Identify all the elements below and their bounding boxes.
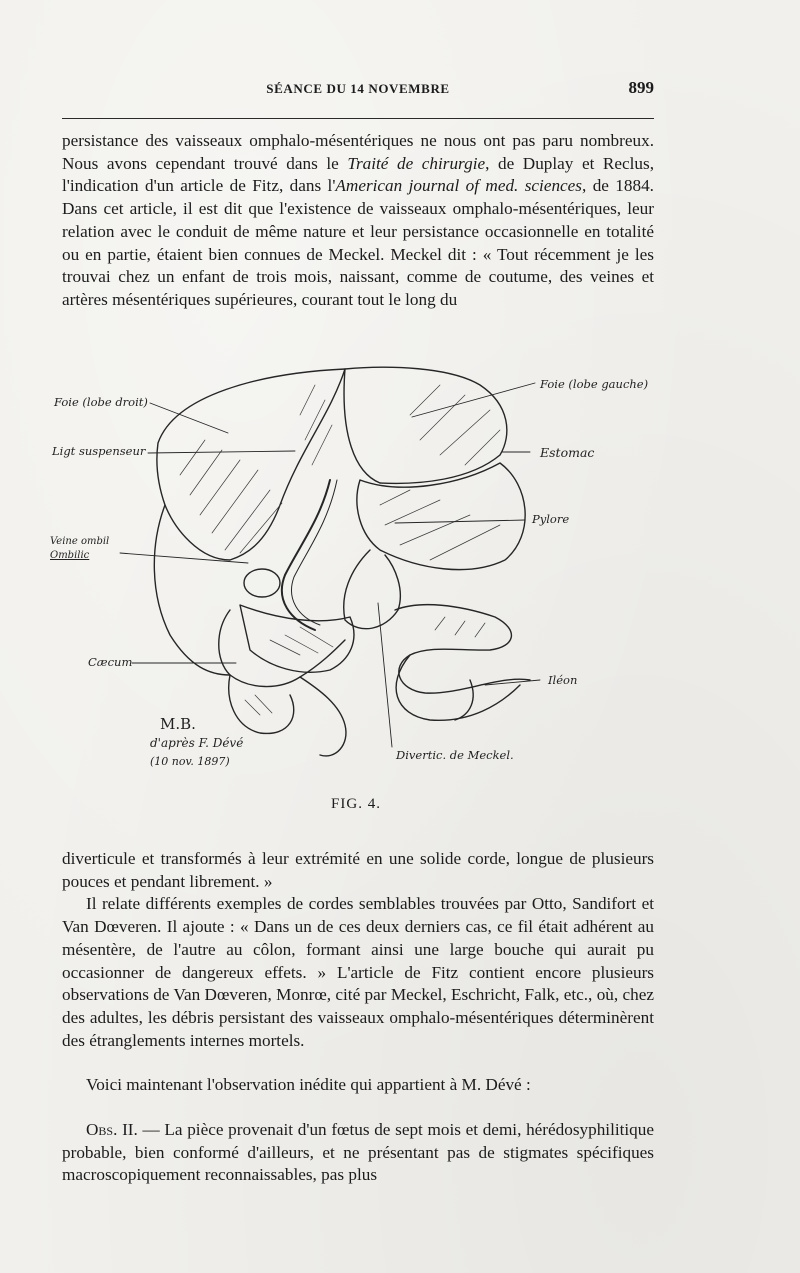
paragraph-gap xyxy=(62,1097,654,1119)
cecum-colon xyxy=(219,610,345,687)
observation-label: Obs. II. xyxy=(86,1120,138,1140)
text-run: persistance des vaisseaux omphalo-mésentériques ne nous ont pas paru nombreux. Nous avons cependant trouvé dans le xyxy=(62,131,654,173)
text-run: , de Duplay et Reclus, l'indication d'un article de Fitz, dans l' xyxy=(62,153,655,196)
leader-diverticule xyxy=(378,603,392,747)
journal-title: American journal of med. sciences xyxy=(335,176,582,196)
anatomy-illustration xyxy=(0,355,800,775)
paragraph-quote-end: diverticule et transformés à leur extrémité en une solide corde, longue de plusieurs pouces et pendant librement. » xyxy=(62,849,654,891)
mesentery xyxy=(240,605,354,672)
liver-left-lobe-outline xyxy=(344,367,507,483)
credit-initials: M.B. xyxy=(160,715,196,733)
umbilicus xyxy=(244,569,280,597)
running-head xyxy=(62,78,654,100)
paragraph-continued xyxy=(62,130,654,312)
text-run: , de 1884. Dans cet article, il est dit que l'existence de vaisseaux omphalo-mésentériques, leur relation avec le conduit de même nature et leur persistance occasionnelle en totalité ou en partie, étaient bien connues de Meckel. Meckel dit : « Tout récemment je les trouvai chez un enfant de trois mois, naissant, comme de coutume, des veines et artères mésentériques supérieures, courant tout le long du xyxy=(62,176,654,309)
credit-date: (10 nov. 1897) xyxy=(150,755,230,768)
leader-veine xyxy=(120,553,248,563)
anatomical-figure xyxy=(0,355,800,775)
page-number: 899 xyxy=(628,78,654,97)
leader-pylore xyxy=(395,520,525,523)
citation-title: Traité de chirurgie xyxy=(347,153,486,173)
label-lig-suspenseur: Ligt suspenseur xyxy=(52,444,146,458)
paragraph-intro-observation: Voici maintenant l'observation inédite qui appartient à M. Dévé : xyxy=(86,1075,531,1095)
label-estomac: Estomac xyxy=(540,445,595,460)
label-ombilic: Ombilic xyxy=(50,550,90,561)
observation-text: — La pièce provenait d'un fœtus de sept mois et demi, hérédosyphilitique probable, bien conformé d'ailleurs, et ne présentant pas de stigmates spécifiques macroscopiquement reconnaissables, pas plus xyxy=(62,1120,654,1185)
paragraph-fitz: Il relate différents exemples de cordes semblables trouvées par Otto, Sandifort et Van Dœveren. Il ajoute : « Dans un de ces deux derniers cas, ce fil était adhérent au mésentère, de l'autre au côlon, formant ainsi une large bouche qui aurait pu occasionner de dangereux effets. » L'article de Fitz contient encore plusieurs observations de Van Dœveren, Monrœ, cité par Meckel, Eschricht, Falk, etc., où, chez des adultes, les débris persistant des vaisseaux omphalo-mésentériques déterminèrent des étranglements internes mortels. xyxy=(62,894,654,1050)
paragraph-observation xyxy=(62,1119,654,1187)
label-foie-droit: Foie (lobe droit) xyxy=(54,395,148,409)
label-foie-gauche: Foie (lobe gauche) xyxy=(540,377,649,391)
pylorus-outline xyxy=(344,550,401,629)
body-text-bottom xyxy=(62,848,654,1187)
liver-right-lobe-outline xyxy=(157,369,345,560)
paragraph-gap xyxy=(62,1052,654,1074)
running-title: SÉANCE DU 14 NOVEMBRE xyxy=(266,81,450,96)
label-ileon: Iléon xyxy=(548,673,578,687)
body-text-top xyxy=(62,130,654,312)
label-pylore: Pylore xyxy=(532,512,570,526)
leader-foie-gauche xyxy=(412,383,535,417)
header-rule xyxy=(62,118,654,119)
credit-after: d'après F. Dévé xyxy=(150,736,244,750)
label-diverticule: Divertic. de Meckel. xyxy=(396,748,514,762)
small-intestine-loops xyxy=(395,605,530,693)
label-caecum: Cæcum xyxy=(88,655,133,669)
label-veine-ombil: Veine ombil xyxy=(50,536,110,547)
figure-caption: FIG. 4. xyxy=(331,796,381,812)
